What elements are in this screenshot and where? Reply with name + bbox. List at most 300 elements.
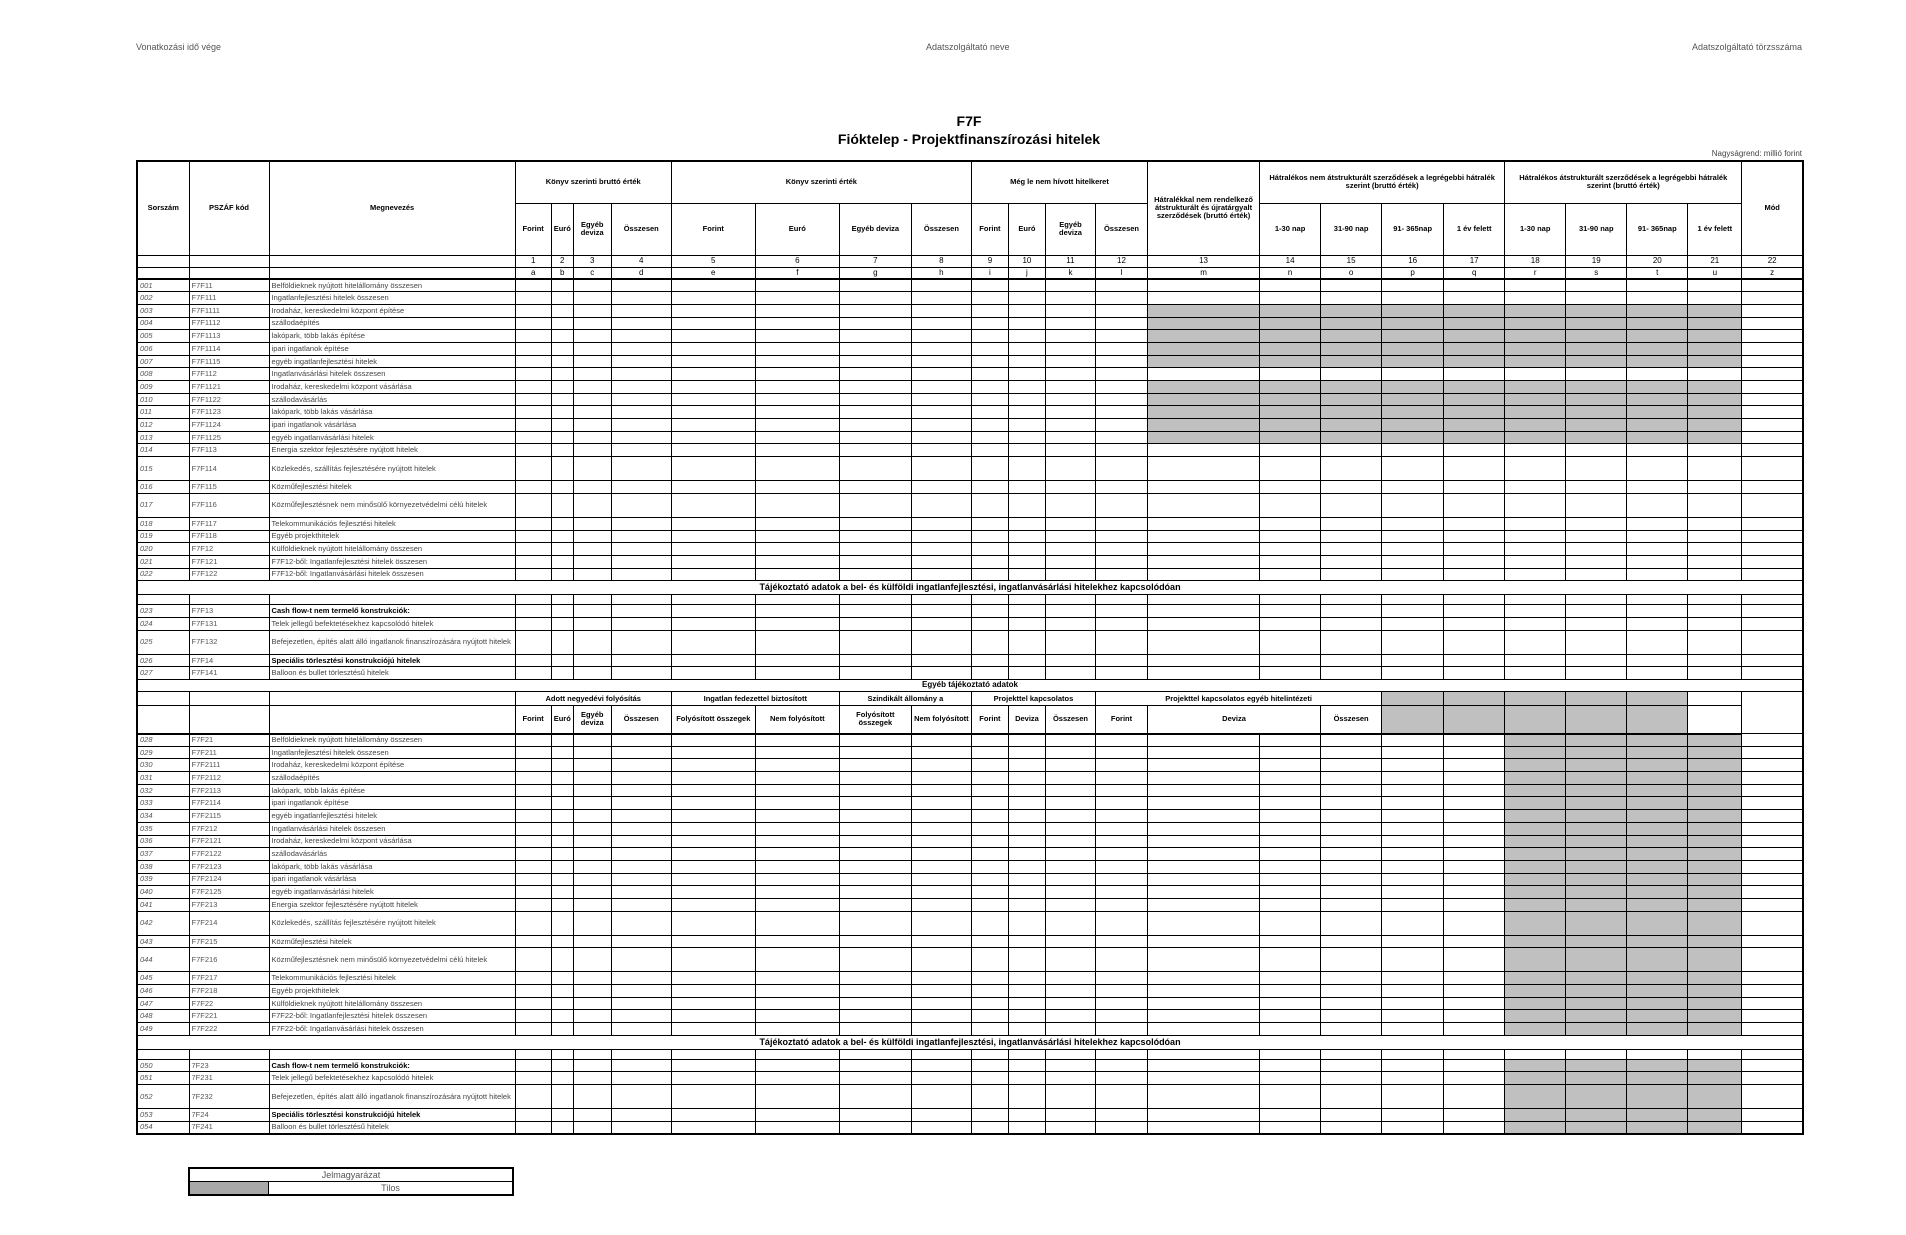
input-cell[interactable] xyxy=(551,457,573,481)
input-cell[interactable] xyxy=(1260,886,1321,899)
input-cell[interactable] xyxy=(1742,481,1803,494)
input-cell[interactable] xyxy=(1444,759,1505,772)
input-cell[interactable] xyxy=(1095,1109,1147,1122)
input-cell[interactable] xyxy=(1742,772,1803,785)
input-cell[interactable] xyxy=(551,568,573,581)
input-cell[interactable] xyxy=(611,617,671,630)
input-cell[interactable] xyxy=(1382,734,1444,747)
input-cell[interactable] xyxy=(1260,772,1321,785)
input-cell[interactable] xyxy=(611,1121,671,1134)
input-cell[interactable] xyxy=(1444,530,1505,543)
input-cell[interactable] xyxy=(1148,617,1260,630)
input-cell[interactable] xyxy=(1382,1059,1444,1072)
input-cell[interactable] xyxy=(971,985,1008,998)
input-cell[interactable] xyxy=(1260,630,1321,654)
input-cell[interactable] xyxy=(1566,493,1627,517)
input-cell[interactable] xyxy=(1742,759,1803,772)
input-cell[interactable] xyxy=(1382,911,1444,935)
input-cell[interactable] xyxy=(911,1085,971,1109)
input-cell[interactable] xyxy=(671,997,755,1010)
input-cell[interactable] xyxy=(755,667,839,680)
input-cell[interactable] xyxy=(1045,555,1095,568)
input-cell[interactable] xyxy=(1045,873,1095,886)
input-cell[interactable] xyxy=(1382,1010,1444,1023)
input-cell[interactable] xyxy=(1627,667,1688,680)
input-cell[interactable] xyxy=(1688,568,1742,581)
input-cell[interactable] xyxy=(1008,605,1045,618)
input-cell[interactable] xyxy=(1742,555,1803,568)
input-cell[interactable] xyxy=(1742,317,1803,330)
input-cell[interactable] xyxy=(551,734,573,747)
input-cell[interactable] xyxy=(1566,517,1627,530)
input-cell[interactable] xyxy=(1008,1109,1045,1122)
input-cell[interactable] xyxy=(1148,667,1260,680)
input-cell[interactable] xyxy=(1095,279,1147,292)
input-cell[interactable] xyxy=(515,822,551,835)
input-cell[interactable] xyxy=(1148,898,1260,911)
input-cell[interactable] xyxy=(1444,444,1505,457)
input-cell[interactable] xyxy=(1566,630,1627,654)
input-cell[interactable] xyxy=(1627,493,1688,517)
input-cell[interactable] xyxy=(515,292,551,305)
input-cell[interactable] xyxy=(1045,292,1095,305)
input-cell[interactable] xyxy=(1505,630,1566,654)
input-cell[interactable] xyxy=(1627,555,1688,568)
input-cell[interactable] xyxy=(573,1072,611,1085)
input-cell[interactable] xyxy=(573,1059,611,1072)
input-cell[interactable] xyxy=(671,630,755,654)
input-cell[interactable] xyxy=(971,393,1008,406)
input-cell[interactable] xyxy=(1008,419,1045,432)
input-cell[interactable] xyxy=(755,605,839,618)
input-cell[interactable] xyxy=(1260,481,1321,494)
input-cell[interactable] xyxy=(1148,759,1260,772)
input-cell[interactable] xyxy=(573,772,611,785)
input-cell[interactable] xyxy=(1627,605,1688,618)
input-cell[interactable] xyxy=(971,457,1008,481)
input-cell[interactable] xyxy=(1148,1072,1260,1085)
input-cell[interactable] xyxy=(971,419,1008,432)
input-cell[interactable] xyxy=(1382,1023,1444,1036)
input-cell[interactable] xyxy=(911,1023,971,1036)
input-cell[interactable] xyxy=(971,368,1008,381)
input-cell[interactable] xyxy=(1382,784,1444,797)
input-cell[interactable] xyxy=(1095,368,1147,381)
input-cell[interactable] xyxy=(839,972,911,985)
input-cell[interactable] xyxy=(671,734,755,747)
input-cell[interactable] xyxy=(1742,1121,1803,1134)
input-cell[interactable] xyxy=(755,848,839,861)
input-cell[interactable] xyxy=(1321,654,1382,667)
input-cell[interactable] xyxy=(1260,1072,1321,1085)
input-cell[interactable] xyxy=(671,457,755,481)
input-cell[interactable] xyxy=(1148,935,1260,948)
input-cell[interactable] xyxy=(971,734,1008,747)
input-cell[interactable] xyxy=(839,822,911,835)
input-cell[interactable] xyxy=(1045,605,1095,618)
input-cell[interactable] xyxy=(839,654,911,667)
input-cell[interactable] xyxy=(839,317,911,330)
input-cell[interactable] xyxy=(611,517,671,530)
input-cell[interactable] xyxy=(1148,368,1260,381)
input-cell[interactable] xyxy=(1260,617,1321,630)
input-cell[interactable] xyxy=(755,330,839,343)
input-cell[interactable] xyxy=(1095,406,1147,419)
input-cell[interactable] xyxy=(1742,457,1803,481)
input-cell[interactable] xyxy=(573,886,611,899)
input-cell[interactable] xyxy=(839,481,911,494)
input-cell[interactable] xyxy=(551,279,573,292)
input-cell[interactable] xyxy=(1260,860,1321,873)
input-cell[interactable] xyxy=(1045,1085,1095,1109)
input-cell[interactable] xyxy=(839,784,911,797)
input-cell[interactable] xyxy=(1095,330,1147,343)
input-cell[interactable] xyxy=(611,746,671,759)
input-cell[interactable] xyxy=(755,530,839,543)
input-cell[interactable] xyxy=(839,860,911,873)
input-cell[interactable] xyxy=(551,605,573,618)
input-cell[interactable] xyxy=(515,419,551,432)
input-cell[interactable] xyxy=(1688,368,1742,381)
input-cell[interactable] xyxy=(911,746,971,759)
input-cell[interactable] xyxy=(551,886,573,899)
input-cell[interactable] xyxy=(1008,1072,1045,1085)
input-cell[interactable] xyxy=(1095,568,1147,581)
input-cell[interactable] xyxy=(839,393,911,406)
input-cell[interactable] xyxy=(1045,886,1095,899)
input-cell[interactable] xyxy=(1382,605,1444,618)
input-cell[interactable] xyxy=(1095,886,1147,899)
input-cell[interactable] xyxy=(515,568,551,581)
input-cell[interactable] xyxy=(573,330,611,343)
input-cell[interactable] xyxy=(1382,457,1444,481)
input-cell[interactable] xyxy=(1382,985,1444,998)
input-cell[interactable] xyxy=(839,985,911,998)
input-cell[interactable] xyxy=(755,746,839,759)
input-cell[interactable] xyxy=(515,759,551,772)
input-cell[interactable] xyxy=(1148,873,1260,886)
input-cell[interactable] xyxy=(551,997,573,1010)
input-cell[interactable] xyxy=(839,292,911,305)
input-cell[interactable] xyxy=(1008,948,1045,972)
input-cell[interactable] xyxy=(971,972,1008,985)
input-cell[interactable] xyxy=(573,734,611,747)
input-cell[interactable] xyxy=(1148,517,1260,530)
input-cell[interactable] xyxy=(839,873,911,886)
input-cell[interactable] xyxy=(971,860,1008,873)
input-cell[interactable] xyxy=(611,873,671,886)
input-cell[interactable] xyxy=(1148,746,1260,759)
input-cell[interactable] xyxy=(755,784,839,797)
input-cell[interactable] xyxy=(1321,734,1382,747)
input-cell[interactable] xyxy=(551,530,573,543)
input-cell[interactable] xyxy=(755,517,839,530)
input-cell[interactable] xyxy=(551,517,573,530)
input-cell[interactable] xyxy=(573,746,611,759)
input-cell[interactable] xyxy=(1148,810,1260,823)
input-cell[interactable] xyxy=(1566,279,1627,292)
input-cell[interactable] xyxy=(1444,1059,1505,1072)
input-cell[interactable] xyxy=(573,860,611,873)
input-cell[interactable] xyxy=(551,848,573,861)
input-cell[interactable] xyxy=(671,493,755,517)
input-cell[interactable] xyxy=(611,393,671,406)
input-cell[interactable] xyxy=(1321,810,1382,823)
input-cell[interactable] xyxy=(1008,898,1045,911)
input-cell[interactable] xyxy=(1321,530,1382,543)
input-cell[interactable] xyxy=(971,1010,1008,1023)
input-cell[interactable] xyxy=(755,1072,839,1085)
input-cell[interactable] xyxy=(1321,835,1382,848)
input-cell[interactable] xyxy=(1260,873,1321,886)
input-cell[interactable] xyxy=(1444,784,1505,797)
input-cell[interactable] xyxy=(1742,406,1803,419)
input-cell[interactable] xyxy=(755,898,839,911)
input-cell[interactable] xyxy=(911,342,971,355)
input-cell[interactable] xyxy=(573,457,611,481)
input-cell[interactable] xyxy=(911,860,971,873)
input-cell[interactable] xyxy=(1095,543,1147,556)
input-cell[interactable] xyxy=(671,381,755,394)
input-cell[interactable] xyxy=(755,431,839,444)
input-cell[interactable] xyxy=(1742,543,1803,556)
input-cell[interactable] xyxy=(1008,617,1045,630)
input-cell[interactable] xyxy=(1321,797,1382,810)
input-cell[interactable] xyxy=(755,292,839,305)
input-cell[interactable] xyxy=(1260,368,1321,381)
input-cell[interactable] xyxy=(1321,517,1382,530)
input-cell[interactable] xyxy=(911,1121,971,1134)
input-cell[interactable] xyxy=(1566,568,1627,581)
input-cell[interactable] xyxy=(1505,292,1566,305)
input-cell[interactable] xyxy=(1260,292,1321,305)
input-cell[interactable] xyxy=(1566,605,1627,618)
input-cell[interactable] xyxy=(1148,734,1260,747)
input-cell[interactable] xyxy=(1008,517,1045,530)
input-cell[interactable] xyxy=(1095,835,1147,848)
input-cell[interactable] xyxy=(573,605,611,618)
input-cell[interactable] xyxy=(971,481,1008,494)
input-cell[interactable] xyxy=(755,630,839,654)
input-cell[interactable] xyxy=(1444,1109,1505,1122)
input-cell[interactable] xyxy=(1742,330,1803,343)
input-cell[interactable] xyxy=(573,517,611,530)
input-cell[interactable] xyxy=(515,1010,551,1023)
input-cell[interactable] xyxy=(1627,292,1688,305)
input-cell[interactable] xyxy=(971,555,1008,568)
input-cell[interactable] xyxy=(551,304,573,317)
input-cell[interactable] xyxy=(755,1085,839,1109)
input-cell[interactable] xyxy=(1321,1023,1382,1036)
input-cell[interactable] xyxy=(1008,381,1045,394)
input-cell[interactable] xyxy=(1260,543,1321,556)
input-cell[interactable] xyxy=(839,517,911,530)
input-cell[interactable] xyxy=(1688,493,1742,517)
input-cell[interactable] xyxy=(671,342,755,355)
input-cell[interactable] xyxy=(1444,617,1505,630)
input-cell[interactable] xyxy=(1008,935,1045,948)
input-cell[interactable] xyxy=(1382,759,1444,772)
input-cell[interactable] xyxy=(1321,772,1382,785)
input-cell[interactable] xyxy=(1008,493,1045,517)
input-cell[interactable] xyxy=(1444,368,1505,381)
input-cell[interactable] xyxy=(551,292,573,305)
input-cell[interactable] xyxy=(1382,972,1444,985)
input-cell[interactable] xyxy=(1260,1109,1321,1122)
input-cell[interactable] xyxy=(611,555,671,568)
input-cell[interactable] xyxy=(839,431,911,444)
input-cell[interactable] xyxy=(1627,654,1688,667)
input-cell[interactable] xyxy=(1260,530,1321,543)
input-cell[interactable] xyxy=(1382,810,1444,823)
input-cell[interactable] xyxy=(1095,555,1147,568)
input-cell[interactable] xyxy=(1688,530,1742,543)
input-cell[interactable] xyxy=(515,997,551,1010)
input-cell[interactable] xyxy=(1008,772,1045,785)
input-cell[interactable] xyxy=(839,568,911,581)
input-cell[interactable] xyxy=(755,810,839,823)
input-cell[interactable] xyxy=(671,886,755,899)
input-cell[interactable] xyxy=(1260,810,1321,823)
input-cell[interactable] xyxy=(1688,292,1742,305)
input-cell[interactable] xyxy=(515,368,551,381)
input-cell[interactable] xyxy=(1505,457,1566,481)
input-cell[interactable] xyxy=(1444,835,1505,848)
input-cell[interactable] xyxy=(551,555,573,568)
input-cell[interactable] xyxy=(1095,530,1147,543)
input-cell[interactable] xyxy=(1444,292,1505,305)
input-cell[interactable] xyxy=(1444,935,1505,948)
input-cell[interactable] xyxy=(911,617,971,630)
input-cell[interactable] xyxy=(839,1059,911,1072)
input-cell[interactable] xyxy=(971,772,1008,785)
input-cell[interactable] xyxy=(611,568,671,581)
input-cell[interactable] xyxy=(551,784,573,797)
input-cell[interactable] xyxy=(1566,654,1627,667)
input-cell[interactable] xyxy=(1095,1072,1147,1085)
input-cell[interactable] xyxy=(1321,822,1382,835)
input-cell[interactable] xyxy=(573,419,611,432)
input-cell[interactable] xyxy=(573,972,611,985)
input-cell[interactable] xyxy=(1742,1085,1803,1109)
input-cell[interactable] xyxy=(1321,759,1382,772)
input-cell[interactable] xyxy=(551,406,573,419)
input-cell[interactable] xyxy=(1045,317,1095,330)
input-cell[interactable] xyxy=(671,1072,755,1085)
input-cell[interactable] xyxy=(1321,667,1382,680)
input-cell[interactable] xyxy=(839,555,911,568)
input-cell[interactable] xyxy=(515,810,551,823)
input-cell[interactable] xyxy=(1382,568,1444,581)
input-cell[interactable] xyxy=(1444,810,1505,823)
input-cell[interactable] xyxy=(551,654,573,667)
input-cell[interactable] xyxy=(515,444,551,457)
input-cell[interactable] xyxy=(573,822,611,835)
input-cell[interactable] xyxy=(755,772,839,785)
input-cell[interactable] xyxy=(755,822,839,835)
input-cell[interactable] xyxy=(573,759,611,772)
input-cell[interactable] xyxy=(1008,393,1045,406)
input-cell[interactable] xyxy=(1148,1010,1260,1023)
input-cell[interactable] xyxy=(755,568,839,581)
input-cell[interactable] xyxy=(1382,654,1444,667)
input-cell[interactable] xyxy=(671,810,755,823)
input-cell[interactable] xyxy=(1321,568,1382,581)
input-cell[interactable] xyxy=(911,972,971,985)
input-cell[interactable] xyxy=(1008,568,1045,581)
input-cell[interactable] xyxy=(1444,555,1505,568)
input-cell[interactable] xyxy=(1095,797,1147,810)
input-cell[interactable] xyxy=(1444,734,1505,747)
input-cell[interactable] xyxy=(839,493,911,517)
input-cell[interactable] xyxy=(671,759,755,772)
input-cell[interactable] xyxy=(1505,667,1566,680)
input-cell[interactable] xyxy=(1688,617,1742,630)
input-cell[interactable] xyxy=(1444,605,1505,618)
input-cell[interactable] xyxy=(1148,654,1260,667)
input-cell[interactable] xyxy=(911,654,971,667)
input-cell[interactable] xyxy=(755,911,839,935)
input-cell[interactable] xyxy=(671,1109,755,1122)
input-cell[interactable] xyxy=(839,759,911,772)
input-cell[interactable] xyxy=(1321,444,1382,457)
input-cell[interactable] xyxy=(515,746,551,759)
input-cell[interactable] xyxy=(1260,444,1321,457)
input-cell[interactable] xyxy=(1260,848,1321,861)
input-cell[interactable] xyxy=(1045,860,1095,873)
input-cell[interactable] xyxy=(1095,772,1147,785)
input-cell[interactable] xyxy=(573,911,611,935)
input-cell[interactable] xyxy=(1321,1072,1382,1085)
input-cell[interactable] xyxy=(551,330,573,343)
input-cell[interactable] xyxy=(971,911,1008,935)
input-cell[interactable] xyxy=(1045,406,1095,419)
input-cell[interactable] xyxy=(839,848,911,861)
input-cell[interactable] xyxy=(1260,797,1321,810)
input-cell[interactable] xyxy=(1444,797,1505,810)
input-cell[interactable] xyxy=(1382,848,1444,861)
input-cell[interactable] xyxy=(515,630,551,654)
input-cell[interactable] xyxy=(551,368,573,381)
input-cell[interactable] xyxy=(1148,543,1260,556)
input-cell[interactable] xyxy=(755,279,839,292)
input-cell[interactable] xyxy=(1382,797,1444,810)
input-cell[interactable] xyxy=(1045,1109,1095,1122)
input-cell[interactable] xyxy=(1688,481,1742,494)
input-cell[interactable] xyxy=(911,1010,971,1023)
input-cell[interactable] xyxy=(1095,759,1147,772)
input-cell[interactable] xyxy=(1148,1121,1260,1134)
input-cell[interactable] xyxy=(573,1109,611,1122)
input-cell[interactable] xyxy=(911,355,971,368)
input-cell[interactable] xyxy=(1260,654,1321,667)
input-cell[interactable] xyxy=(1742,493,1803,517)
input-cell[interactable] xyxy=(755,419,839,432)
input-cell[interactable] xyxy=(1260,985,1321,998)
input-cell[interactable] xyxy=(671,935,755,948)
input-cell[interactable] xyxy=(1148,835,1260,848)
input-cell[interactable] xyxy=(551,493,573,517)
input-cell[interactable] xyxy=(839,342,911,355)
input-cell[interactable] xyxy=(1688,630,1742,654)
input-cell[interactable] xyxy=(671,860,755,873)
input-cell[interactable] xyxy=(611,667,671,680)
input-cell[interactable] xyxy=(1045,835,1095,848)
input-cell[interactable] xyxy=(1382,630,1444,654)
input-cell[interactable] xyxy=(1321,985,1382,998)
input-cell[interactable] xyxy=(1148,1085,1260,1109)
input-cell[interactable] xyxy=(1444,848,1505,861)
